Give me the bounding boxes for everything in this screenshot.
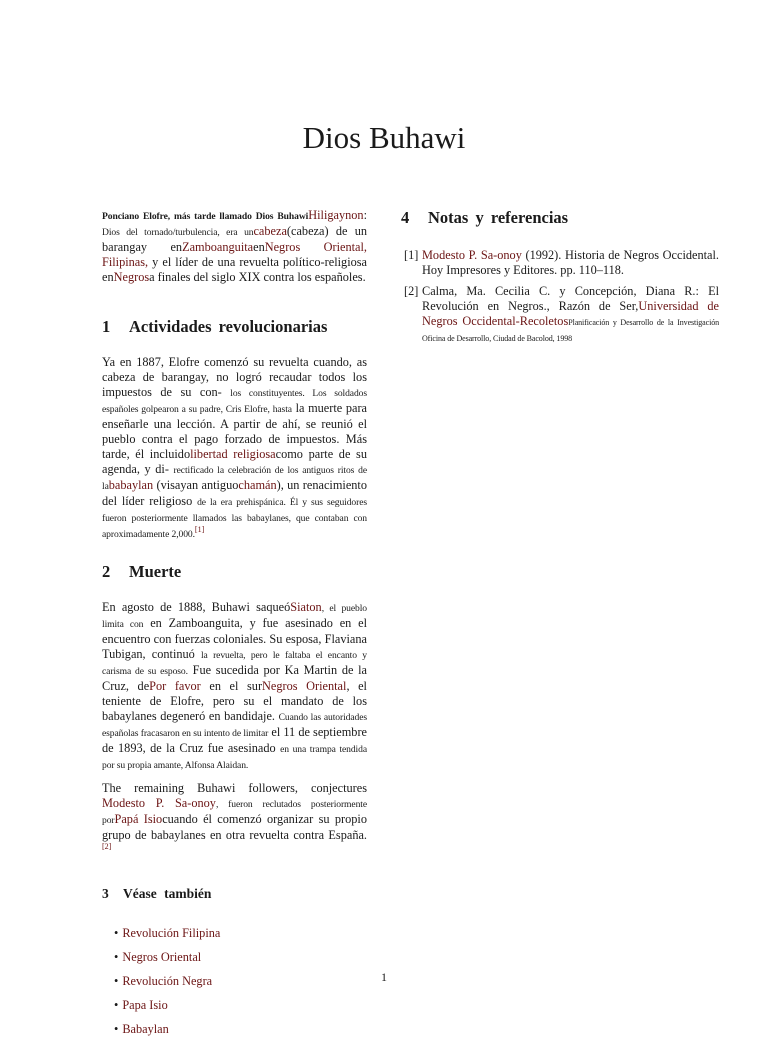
link-negros[interactable]: Negros <box>113 270 150 284</box>
section2-paragraph: En agosto de 1888, Buhawi saqueóSiaton, el pueblo limita con en Zamboanguita, y fue asesinado en el encuentro con fuerzas coloniales. Su esposa, Flaviana Tubigan, continuó la revuelta, pero le faltaba el encanto y carisma de su esposo. Fue sucedida por Ka Martin de la Cruz, dePor favor en el surNegros Oriental, el teniente de Elofre, pero su el mandato de los babaylanes degeneró en bandidaje. Cuando las autoridades españolas fracasaron en su intento de limitar el 11 de septiembre de 1893, de la Cruz fue asesinado en una trampa tendida por su propia amante, Alfonsa Alaidan. <box>102 600 368 771</box>
link-revolucion-filipina[interactable]: Revolución Filipina <box>122 926 221 940</box>
list-item: • Revolución Filipina <box>114 926 221 940</box>
section-heading-muerte: 2 Muerte <box>102 562 182 581</box>
reference-item: [1] Modesto P. Sa-onoy (1992). Historia de Negros Occidental. Hoy Impresores y Editores. pp. 110–118. <box>404 248 719 277</box>
intro-bold-lead: Ponciano Elofre, más tarde llamado Dios Buhawi <box>102 211 309 222</box>
link-revolucion-negra[interactable]: Revolución Negra <box>122 974 213 988</box>
link-hiligaynon[interactable]: Hiligaynon <box>308 208 364 222</box>
section-heading-actividades: 1 Actividades revolucionarias <box>102 317 328 336</box>
right-column <box>401 208 719 346</box>
link-cabeza[interactable]: cabeza <box>253 224 287 238</box>
link-babaylan[interactable]: babaylan <box>108 478 154 492</box>
section2-paragraph-2: The remaining Buhawi followers, conjectures Modesto P. Sa-onoy, fueron reclutados posteriormente porPapá Isiocuando él comenzó organizar su propio grupo de babaylanes en otra revuelta contra España.[2] <box>102 781 367 851</box>
citation-2[interactable]: [2] <box>102 841 112 851</box>
link-modesto-sa-onoy[interactable]: Modesto P. Sa-onoy <box>102 796 216 810</box>
intro-paragraph: Ponciano Elofre, más tarde llamado Dios BuhawiHiligaynon: Dios del tornado/turbulencia, era uncabeza(cabeza) de un barangay enZamboanguitaenNegros Oriental, Filipinas, y el líder de una revuelta político-religiosa enNegrosa finales del siglo XIX contra los españoles. <box>102 208 367 284</box>
section-heading-vease: 3 Véase también <box>102 886 212 901</box>
link-chaman[interactable]: chamán <box>238 478 277 492</box>
link-papa-isio[interactable]: Papá Isio <box>114 812 163 826</box>
list-item: • Babaylan <box>114 1022 169 1036</box>
link-negros-oriental[interactable]: Negros Oriental, Filipinas, <box>102 240 367 269</box>
link-negros-oriental-3[interactable]: Negros Oriental <box>122 950 202 964</box>
section-heading-notas: 4 Notas y referencias <box>401 208 569 227</box>
list-item: • Negros Oriental <box>114 950 202 964</box>
citation-1[interactable]: [1] <box>194 524 205 534</box>
left-column <box>102 208 367 1046</box>
section1-paragraph: Ya en 1887, Elofre comenzó su revuelta cuando, as cabeza de barangay, no logró recaudar todos los impuestos de su con- los constituyentes. Los soldados españoles golpearon a su padre, Cris Elofre, hasta la muerte para enseñarle una lección. A partir de ahí, se reunió el pueblo contra el pago forzado de impuestos. Más tarde, él incluidolibertad religiosacomo parte de su agenda, y di- rectificado la celebración de los antiguos ritos de lababaylan (visayan antiguochamán), un renacimiento del líder religioso de la era prehispánica. Él y sus seguidores fueron posteriormente llamados las babaylanes, que contaban con aproximadamente 2,000.[1] <box>102 355 368 540</box>
link-ref2-universidad[interactable]: Universidad de Negros Occidental-Recoletos <box>422 299 719 328</box>
link-libertad-religiosa[interactable]: libertad religiosa <box>190 447 276 461</box>
link-negros-oriental-2[interactable]: Negros Oriental <box>262 679 347 693</box>
page-title: Dios Buhawi <box>302 120 466 155</box>
link-siaton[interactable]: Siaton <box>290 600 322 614</box>
link-papa-isio-2[interactable]: Papa Isio <box>122 998 168 1012</box>
page-number: 1 <box>381 970 387 984</box>
reference-item: [2] Calma, Ma. Cecilia C. y Concepción, Diana R.: El Revolución en Negros., Razón de Ser,Universidad de Negros Occidental-RecoletosPlanificación y Desarrollo de la Investigación Oficina de Desarrollo, Ciudad de Bacolod, 1998 <box>404 284 720 343</box>
link-ref1-modesto[interactable]: Modesto P. Sa-onoy <box>422 248 522 262</box>
list-item: • Revolución Negra <box>114 974 213 988</box>
list-item: • Papa Isio <box>114 998 168 1012</box>
link-zamboanguita[interactable]: Zamboanguita <box>182 240 254 254</box>
references-list <box>401 248 719 346</box>
link-babaylan-2[interactable]: Babaylan <box>122 1022 169 1036</box>
link-por-favor[interactable]: Por favor <box>149 679 201 693</box>
